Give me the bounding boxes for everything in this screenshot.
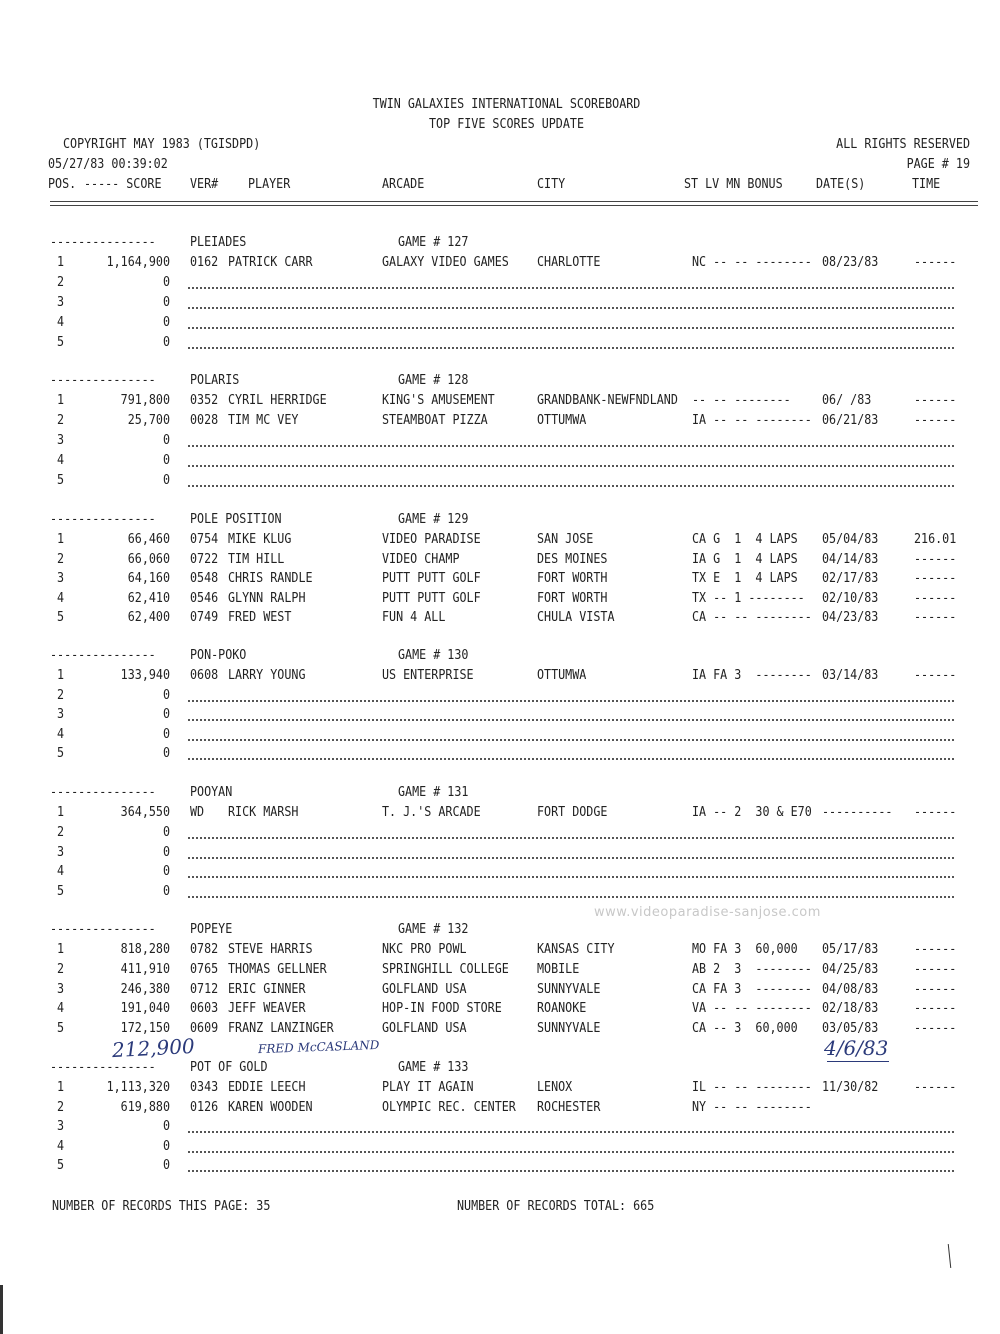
game-title: POLARIS <box>190 373 240 388</box>
col-city: CITY <box>537 177 566 192</box>
row-position: 1 <box>57 532 65 547</box>
row-player: GLYNN RALPH <box>228 591 306 606</box>
row-stats: -- -- -------- <box>692 393 791 408</box>
row-time: ------ <box>914 591 957 606</box>
row-position: 5 <box>57 335 65 350</box>
row-position: 4 <box>57 727 65 742</box>
row-score: 0 <box>162 688 170 703</box>
row-player: KAREN WOODEN <box>228 1100 313 1115</box>
row-time: ------ <box>914 610 957 625</box>
game-number: GAME # 131 <box>398 785 469 800</box>
row-score: 0 <box>162 275 170 290</box>
row-score: 62,410 <box>127 591 170 606</box>
row-arcade: KING'S AMUSEMENT <box>382 393 495 408</box>
row-player: MIKE KLUG <box>228 532 292 547</box>
row-score: 0 <box>162 473 170 488</box>
row-player: THOMAS GELLNER <box>228 962 327 977</box>
game-title: POPEYE <box>190 922 233 937</box>
row-arcade: OLYMPIC REC. CENTER <box>382 1100 516 1115</box>
row-arcade: GOLFLAND USA <box>382 1021 467 1036</box>
row-date: 02/10/83 <box>822 591 879 606</box>
row-ver: 0754 <box>190 532 219 547</box>
empty-row-dots <box>188 347 954 349</box>
row-position: 2 <box>57 688 65 703</box>
row-city: CHARLOTTE <box>537 255 601 270</box>
row-score: 0 <box>162 335 170 350</box>
row-time: ------ <box>914 805 957 820</box>
row-position: 1 <box>57 805 65 820</box>
row-position: 5 <box>57 473 65 488</box>
section-rule: --------------- <box>50 1060 156 1075</box>
row-position: 2 <box>57 962 65 977</box>
row-position: 1 <box>57 1080 65 1095</box>
row-position: 3 <box>57 982 65 997</box>
row-stats: IA FA 3 -------- <box>692 668 812 683</box>
row-position: 4 <box>57 315 65 330</box>
row-position: 2 <box>57 552 65 567</box>
col-stats: ST LV MN BONUS <box>684 177 783 192</box>
row-ver: 0548 <box>190 571 219 586</box>
row-position: 2 <box>57 825 65 840</box>
row-stats: VA -- -- -------- <box>692 1001 812 1016</box>
handwritten-underline <box>827 1061 889 1062</box>
row-score: 0 <box>162 825 170 840</box>
report-title: TWIN GALAXIES INTERNATIONAL SCOREBOARD <box>372 97 641 112</box>
row-time: ------ <box>914 255 957 270</box>
row-ver: 0126 <box>190 1100 219 1115</box>
section-rule: --------------- <box>50 235 156 250</box>
row-position: 1 <box>57 668 65 683</box>
section-rule: --------------- <box>50 512 156 527</box>
row-player: ERIC GINNER <box>228 982 306 997</box>
rights-line: ALL RIGHTS RESERVED <box>836 137 970 152</box>
row-position: 5 <box>57 884 65 899</box>
row-player: CYRIL HERRIDGE <box>228 393 327 408</box>
row-city: OTTUMWA <box>537 413 587 428</box>
row-city: SAN JOSE <box>537 532 594 547</box>
row-score: 364,550 <box>120 805 170 820</box>
col-score: ----- SCORE <box>84 177 162 192</box>
row-player: LARRY YOUNG <box>228 668 306 683</box>
row-score: 0 <box>162 727 170 742</box>
row-ver: 0712 <box>190 982 219 997</box>
game-number: GAME # 133 <box>398 1060 469 1075</box>
row-city: MOBILE <box>537 962 580 977</box>
row-stats: IL -- -- -------- <box>692 1080 812 1095</box>
row-ver: 0722 <box>190 552 219 567</box>
header-double-rule <box>50 201 978 206</box>
pen-mark <box>948 1244 952 1268</box>
empty-row-dots <box>188 287 954 289</box>
empty-row-dots <box>188 739 954 741</box>
row-stats: CA -- -- -------- <box>692 610 812 625</box>
row-date: 06/ /83 <box>822 393 872 408</box>
row-position: 4 <box>57 1139 65 1154</box>
row-arcade: PUTT PUTT GOLF <box>382 571 481 586</box>
row-ver: 0765 <box>190 962 219 977</box>
row-score: 66,060 <box>127 552 170 567</box>
row-stats: AB 2 3 -------- <box>692 962 812 977</box>
row-score: 0 <box>162 1139 170 1154</box>
col-dates: DATE(S) <box>816 177 866 192</box>
row-arcade: VIDEO PARADISE <box>382 532 481 547</box>
row-date: 05/04/83 <box>822 532 879 547</box>
row-score: 133,940 <box>120 668 170 683</box>
handwritten-score: 212,900 <box>111 1033 196 1063</box>
row-position: 5 <box>57 1158 65 1173</box>
row-time: ------ <box>914 962 957 977</box>
row-position: 2 <box>57 1100 65 1115</box>
row-player: STEVE HARRIS <box>228 942 313 957</box>
row-city: SUNNYVALE <box>537 982 601 997</box>
game-title: POT OF GOLD <box>190 1060 268 1075</box>
row-score: 0 <box>162 707 170 722</box>
row-position: 3 <box>57 433 65 448</box>
row-date: 03/05/83 <box>822 1021 879 1036</box>
empty-row-dots <box>188 465 954 467</box>
watermark: www.videoparadise-sanjose.com <box>594 905 821 920</box>
row-arcade: NKC PRO POWL <box>382 942 467 957</box>
row-score: 0 <box>162 746 170 761</box>
row-arcade: PUTT PUTT GOLF <box>382 591 481 606</box>
row-score: 1,164,900 <box>106 255 170 270</box>
row-position: 4 <box>57 591 65 606</box>
empty-row-dots <box>188 1131 954 1133</box>
row-city: OTTUMWA <box>537 668 587 683</box>
row-arcade: PLAY IT AGAIN <box>382 1080 474 1095</box>
row-arcade: FUN 4 ALL <box>382 610 446 625</box>
row-score: 0 <box>162 453 170 468</box>
game-number: GAME # 127 <box>398 235 469 250</box>
row-arcade: VIDEO CHAMP <box>382 552 460 567</box>
row-score: 0 <box>162 864 170 879</box>
empty-row-dots <box>188 700 954 702</box>
section-rule: --------------- <box>50 648 156 663</box>
empty-row-dots <box>188 485 954 487</box>
row-time: ------ <box>914 982 957 997</box>
row-time: ------ <box>914 571 957 586</box>
row-player: JEFF WEAVER <box>228 1001 306 1016</box>
row-ver: 0343 <box>190 1080 219 1095</box>
row-date: 04/08/83 <box>822 982 879 997</box>
row-score: 0 <box>162 1119 170 1134</box>
row-score: 1,113,320 <box>106 1080 170 1095</box>
row-position: 2 <box>57 275 65 290</box>
row-score: 619,880 <box>120 1100 170 1115</box>
section-rule: --------------- <box>50 785 156 800</box>
row-ver: WD <box>190 805 205 820</box>
row-stats: CA G 1 4 LAPS <box>692 532 798 547</box>
row-arcade: T. J.'S ARCADE <box>382 805 481 820</box>
row-time: ------ <box>914 393 957 408</box>
row-city: ROANOKE <box>537 1001 587 1016</box>
col-pos: POS. <box>48 177 77 192</box>
row-player: RICK MARSH <box>228 805 299 820</box>
row-stats: IA -- -- -------- <box>692 413 812 428</box>
row-position: 5 <box>57 1021 65 1036</box>
row-stats: CA -- 3 60,000 <box>692 1021 798 1036</box>
row-date: 03/14/83 <box>822 668 879 683</box>
row-city: SUNNYVALE <box>537 1021 601 1036</box>
row-arcade: STEAMBOAT PIZZA <box>382 413 488 428</box>
row-date: 05/17/83 <box>822 942 879 957</box>
row-position: 3 <box>57 295 65 310</box>
row-date: 02/17/83 <box>822 571 879 586</box>
row-ver: 0603 <box>190 1001 219 1016</box>
row-time: ------ <box>914 1080 957 1095</box>
row-arcade: GALAXY VIDEO GAMES <box>382 255 509 270</box>
scan-edge-mark <box>0 1285 3 1334</box>
page-number: PAGE # 19 <box>906 157 970 172</box>
row-stats: MO FA 3 60,000 <box>692 942 798 957</box>
handwritten-name: FRED McCASLAND <box>257 1037 380 1057</box>
row-position: 1 <box>57 255 65 270</box>
row-stats: TX E 1 4 LAPS <box>692 571 798 586</box>
row-city: DES MOINES <box>537 552 608 567</box>
row-date: 04/14/83 <box>822 552 879 567</box>
empty-row-dots <box>188 896 954 898</box>
row-arcade: US ENTERPRISE <box>382 668 474 683</box>
records-this-page: NUMBER OF RECORDS THIS PAGE: 35 <box>52 1199 271 1214</box>
section-rule: --------------- <box>50 922 156 937</box>
row-city: CHULA VISTA <box>537 610 615 625</box>
row-score: 0 <box>162 295 170 310</box>
row-score: 172,150 <box>120 1021 170 1036</box>
row-city: FORT DODGE <box>537 805 608 820</box>
row-score: 62,400 <box>127 610 170 625</box>
empty-row-dots <box>188 1151 954 1153</box>
empty-row-dots <box>188 1170 954 1172</box>
row-position: 3 <box>57 1119 65 1134</box>
row-position: 3 <box>57 707 65 722</box>
report-subtitle: TOP FIVE SCORES UPDATE <box>429 117 584 132</box>
row-ver: 0609 <box>190 1021 219 1036</box>
row-score: 25,700 <box>127 413 170 428</box>
row-position: 1 <box>57 393 65 408</box>
row-city: LENOX <box>537 1080 573 1095</box>
row-ver: 0546 <box>190 591 219 606</box>
row-score: 0 <box>162 1158 170 1173</box>
empty-row-dots <box>188 327 954 329</box>
row-player: TIM MC VEY <box>228 413 299 428</box>
row-ver: 0028 <box>190 413 219 428</box>
empty-row-dots <box>188 307 954 309</box>
game-number: GAME # 129 <box>398 512 469 527</box>
row-position: 2 <box>57 413 65 428</box>
row-position: 3 <box>57 845 65 860</box>
row-time: ------ <box>914 1001 957 1016</box>
col-arcade: ARCADE <box>382 177 425 192</box>
row-score: 64,160 <box>127 571 170 586</box>
empty-row-dots <box>188 876 954 878</box>
row-score: 0 <box>162 845 170 860</box>
row-ver: 0352 <box>190 393 219 408</box>
row-time: 216.01 <box>914 532 957 547</box>
row-city: FORT WORTH <box>537 591 608 606</box>
row-player: TIM HILL <box>228 552 285 567</box>
game-title: POLE POSITION <box>190 512 282 527</box>
col-time: TIME <box>912 177 941 192</box>
row-arcade: HOP-IN FOOD STORE <box>382 1001 502 1016</box>
empty-row-dots <box>188 719 954 721</box>
col-player: PLAYER <box>248 177 291 192</box>
game-title: PLEIADES <box>190 235 247 250</box>
col-ver: VER# <box>190 177 219 192</box>
row-stats: NC -- -- -------- <box>692 255 812 270</box>
row-city: KANSAS CITY <box>537 942 615 957</box>
handwritten-date: 4/6/83 <box>824 1036 889 1060</box>
empty-row-dots <box>188 758 954 760</box>
empty-row-dots <box>188 837 954 839</box>
row-arcade: SPRINGHILL COLLEGE <box>382 962 509 977</box>
row-date: 08/23/83 <box>822 255 879 270</box>
row-score: 0 <box>162 315 170 330</box>
row-position: 4 <box>57 864 65 879</box>
row-ver: 0782 <box>190 942 219 957</box>
records-total: NUMBER OF RECORDS TOTAL: 665 <box>457 1199 655 1214</box>
section-rule: --------------- <box>50 373 156 388</box>
game-number: GAME # 132 <box>398 922 469 937</box>
row-player: EDDIE LEECH <box>228 1080 306 1095</box>
row-position: 1 <box>57 942 65 957</box>
row-score: 0 <box>162 884 170 899</box>
row-player: CHRIS RANDLE <box>228 571 313 586</box>
empty-row-dots <box>188 857 954 859</box>
row-city: FORT WORTH <box>537 571 608 586</box>
row-score: 191,040 <box>120 1001 170 1016</box>
row-score: 818,280 <box>120 942 170 957</box>
row-stats: IA G 1 4 LAPS <box>692 552 798 567</box>
row-stats: NY -- -- -------- <box>692 1100 812 1115</box>
row-score: 246,380 <box>120 982 170 997</box>
row-score: 0 <box>162 433 170 448</box>
row-ver: 0162 <box>190 255 219 270</box>
row-city: ROCHESTER <box>537 1100 601 1115</box>
row-date: 11/30/82 <box>822 1080 879 1095</box>
row-ver: 0608 <box>190 668 219 683</box>
row-position: 4 <box>57 1001 65 1016</box>
row-ver: 0749 <box>190 610 219 625</box>
row-arcade: GOLFLAND USA <box>382 982 467 997</box>
row-time: ------ <box>914 1021 957 1036</box>
row-player: PATRICK CARR <box>228 255 313 270</box>
row-position: 4 <box>57 453 65 468</box>
row-player: FRED WEST <box>228 610 292 625</box>
game-number: GAME # 128 <box>398 373 469 388</box>
row-time: ------ <box>914 552 957 567</box>
row-score: 66,460 <box>127 532 170 547</box>
row-stats: TX -- 1 -------- <box>692 591 805 606</box>
row-stats: IA -- 2 30 & E70 <box>692 805 812 820</box>
copyright-line: COPYRIGHT MAY 1983 (TGISDPD) <box>63 137 261 152</box>
print-datetime: 05/27/83 00:39:02 <box>48 157 168 172</box>
row-position: 5 <box>57 610 65 625</box>
row-date: 06/21/83 <box>822 413 879 428</box>
row-time: ------ <box>914 668 957 683</box>
game-title: PON-POKO <box>190 648 247 663</box>
row-score: 791,800 <box>120 393 170 408</box>
row-position: 3 <box>57 571 65 586</box>
row-time: ------ <box>914 413 957 428</box>
row-position: 5 <box>57 746 65 761</box>
row-date: 02/18/83 <box>822 1001 879 1016</box>
row-date: ---------- <box>822 805 893 820</box>
row-score: 411,910 <box>120 962 170 977</box>
game-title: POOYAN <box>190 785 233 800</box>
game-number: GAME # 130 <box>398 648 469 663</box>
empty-row-dots <box>188 445 954 447</box>
row-date: 04/25/83 <box>822 962 879 977</box>
row-city: GRANDBANK-NEWFNDLAND <box>537 393 678 408</box>
row-date: 04/23/83 <box>822 610 879 625</box>
row-time: ------ <box>914 942 957 957</box>
row-player: FRANZ LANZINGER <box>228 1021 334 1036</box>
row-stats: CA FA 3 -------- <box>692 982 812 997</box>
